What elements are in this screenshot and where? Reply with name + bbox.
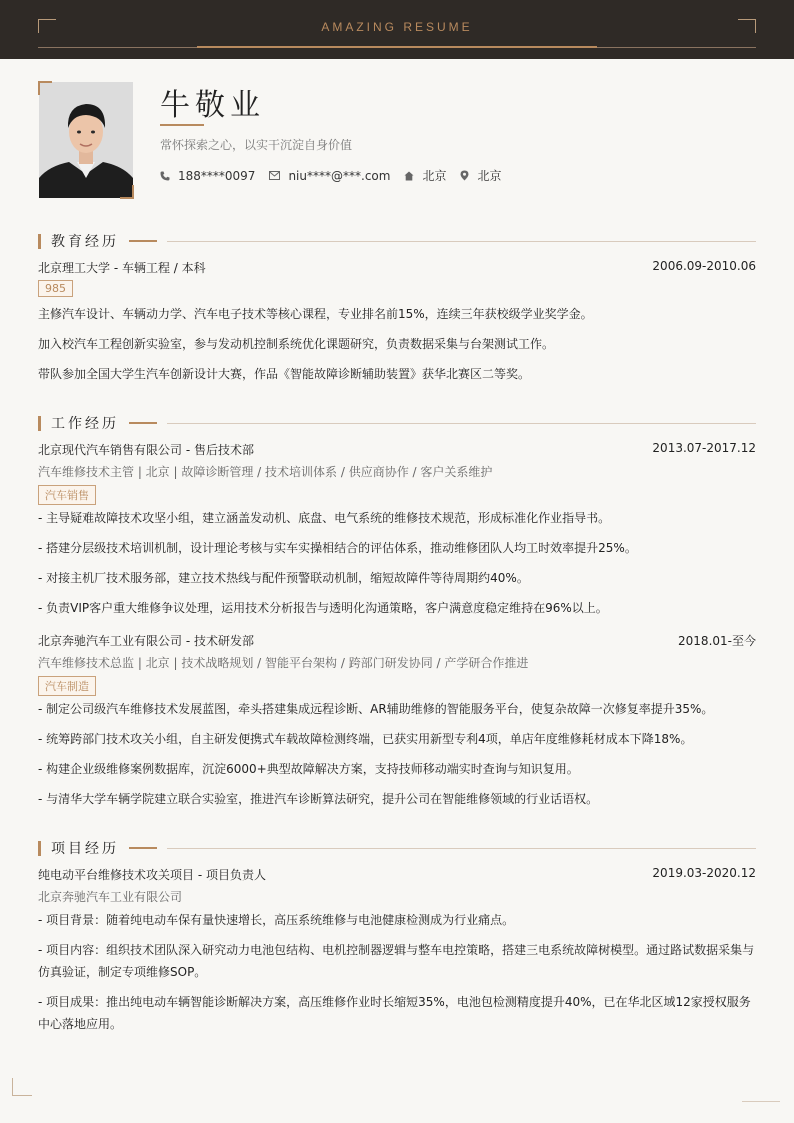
title-bar: [38, 416, 41, 431]
title-divider: [167, 241, 756, 242]
section-education-title: [38, 231, 756, 251]
education-item: 主修汽车设计、车辆动力学、汽车电子技术等核心课程，专业排名前15%，连续三年获校级学业奖学金。: [38, 307, 593, 321]
education-item: 加入校汽车工程创新实验室，参与发动机控制系统优化课题研究，负责数据采集与台架测试工作。: [38, 337, 555, 351]
title-bar: [38, 841, 41, 856]
corner-ornament: [12, 1078, 32, 1096]
motto: 常怀探索之心，以实干沉淀自身价值: [160, 138, 353, 152]
project-item: - 项目背景：随着纯电动车保有量快速增长，高压系统维修与电池健康检测成为行业痛点。: [38, 913, 515, 927]
photo-corner: [120, 185, 134, 199]
job-detail: 汽车维修技术主管 | 北京 | 故障诊断管理 / 技术培训体系 / 供应商协作 / 客户关系维护: [38, 465, 493, 479]
job-item: - 主导疑难故障技术攻坚小组，建立涵盖发动机、底盘、电气系统的维修技术规范，形成标准化作业指导书。: [38, 511, 611, 525]
education-item: 带队参加全国大学生汽车创新设计大赛，作品《智能故障诊断辅助装置》获华北赛区二等奖。: [38, 367, 531, 381]
title-divider: [167, 423, 756, 424]
home-icon: [404, 171, 414, 181]
job-period: 2018.01-至今: [678, 634, 756, 648]
job-period: 2013.07-2017.12: [652, 441, 756, 455]
job-item: - 搭建分层级技术培训机制，设计理论考核与实车实操相结合的评估体系，推动维修团队人均工时效率提升25%。: [38, 541, 637, 555]
title-accent-line: [129, 240, 157, 242]
contact-hometown: [404, 167, 446, 184]
title-accent-line: [129, 422, 157, 424]
section-project-title: [38, 838, 756, 858]
job-item: - 构建企业级维修案例数据库，沉淀6000+典型故障解决方案，支持技师移动端实时查询与知识复用。: [38, 762, 579, 776]
job-tag: 汽车销售: [38, 485, 96, 505]
job-item: - 负责VIP客户重大维修争议处理，运用技术分析报告与透明化沟通策略，客户满意度稳定维持在96%以上。: [38, 601, 608, 615]
footer-divider: [742, 1101, 780, 1102]
education-period: 2006.09-2010.06: [652, 259, 756, 273]
phone-number: 188****0097: [178, 168, 256, 183]
project-header: [38, 866, 756, 883]
hometown: 北京: [422, 169, 447, 183]
contact-row: [160, 167, 515, 184]
project-item: - 项目内容：组织技术团队深入研究动力电池包结构、电机控制器逻辑与整车电控策略，搭建三电系统故障树模型。通过路试数据采集与仿真验证，制定专项维修SOP。: [38, 943, 755, 979]
section-title-text: 教育经历: [51, 234, 119, 250]
header-divider-accent: [197, 46, 597, 48]
location-pin-icon: [460, 170, 469, 181]
project-period: 2019.03-2020.12: [652, 866, 756, 880]
contact-phone: [160, 169, 255, 183]
location: 北京: [477, 169, 502, 183]
contact-email: [269, 169, 390, 183]
job-item: - 与清华大学车辆学院建立联合实验室，推进汽车诊断算法研究，提升公司在智能维修领域的行业话语权。: [38, 792, 599, 806]
job-item: - 对接主机厂技术服务部，建立技术热线与配件预警联动机制，缩短故障件等待周期约40%。: [38, 571, 529, 585]
job-company: 北京现代汽车销售有限公司 - 售后技术部: [38, 443, 254, 457]
education-tag: 985: [38, 280, 73, 297]
profile-photo: [38, 81, 134, 199]
title-accent-line: [129, 847, 157, 849]
person-name: 牛敬业: [160, 88, 265, 123]
job-detail: 汽车维修技术总监 | 北京 | 技术战略规划 / 智能平台架构 / 跨部门研发协同 / 产学研合作推进: [38, 656, 529, 670]
title-divider: [167, 848, 756, 849]
job-company: 北京奔驰汽车工业有限公司 - 技术研发部: [38, 634, 254, 648]
job-header: [38, 441, 756, 458]
project-item: - 项目成果：推出纯电动车辆智能诊断解决方案，高压维修作业时长缩短35%，电池包检测精度提升40%，已在华北区域12家授权服务中心落地应用。: [38, 995, 751, 1031]
section-title-text: 工作经历: [51, 416, 119, 432]
header-band: [0, 0, 794, 59]
job-item: - 制定公司级汽车维修技术发展蓝图，牵头搭建集成远程诊断、AR辅助维修的智能服务平台，使复杂故障一次修复率提升35%。: [38, 702, 714, 716]
section-title-text: 项目经历: [51, 841, 119, 857]
contact-location: [460, 167, 501, 184]
project-name: 纯电动平台维修技术攻关项目 - 项目负责人: [38, 868, 266, 882]
avatar: [39, 82, 133, 198]
education-header: [38, 259, 756, 276]
job-tag: 汽车制造: [38, 676, 96, 696]
mail-icon: [269, 171, 280, 180]
phone-icon: [160, 171, 170, 181]
project-company: 北京奔驰汽车工业有限公司: [38, 890, 183, 904]
brand-title: AMAZING RESUME: [321, 20, 473, 34]
job-item: - 统筹跨部门技术攻关小组，自主研发便携式车载故障检测终端，已获实用新型专利4项，单店年度维修耗材成本下降18%。: [38, 732, 693, 746]
photo-corner: [38, 81, 52, 95]
email-address: niu****@***.com: [288, 168, 391, 183]
section-work-title: [38, 413, 756, 433]
job-header: [38, 632, 756, 649]
school-major: 北京理工大学 - 车辆工程 / 本科: [38, 261, 206, 275]
title-bar: [38, 234, 41, 249]
corner-ornament: [738, 19, 756, 33]
name-underline: [160, 124, 204, 126]
